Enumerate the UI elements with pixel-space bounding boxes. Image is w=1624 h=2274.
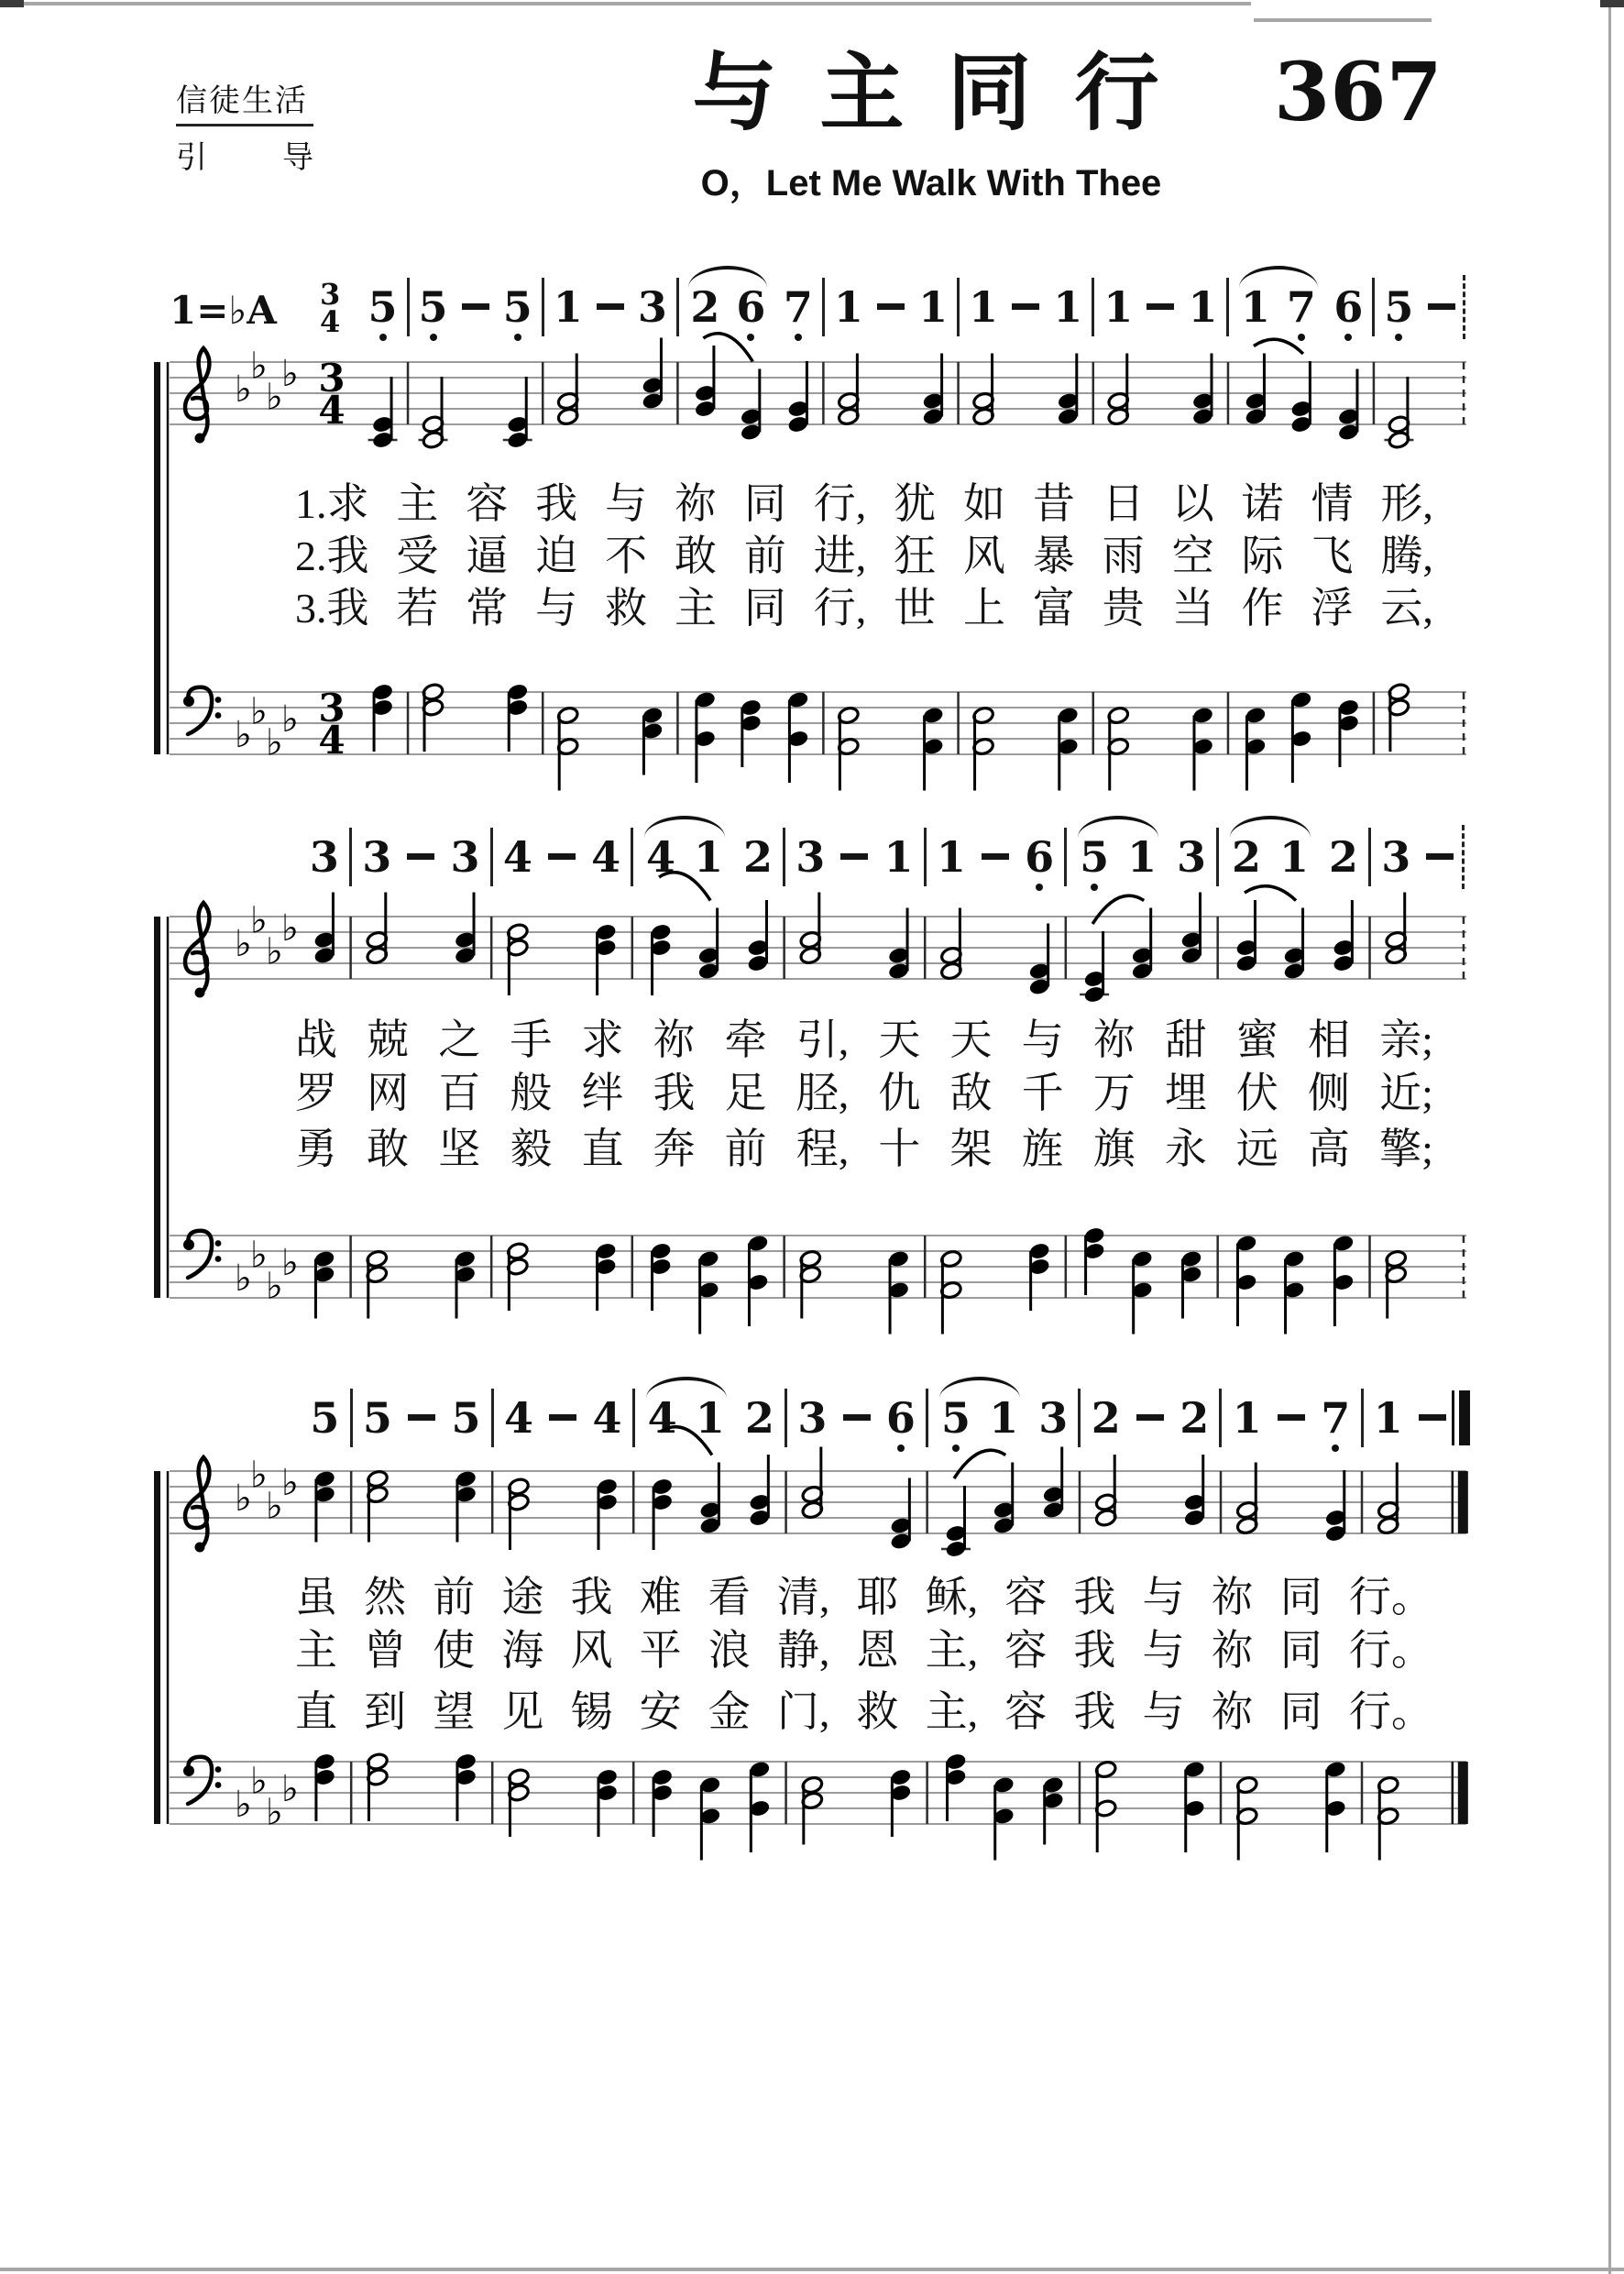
jianpu-note: 1 xyxy=(833,282,863,332)
lyric-syllable: 埋 xyxy=(1164,1070,1207,1116)
lyric-syllable: 近; xyxy=(1379,1070,1433,1116)
lyric-syllable: 敌 xyxy=(949,1070,993,1116)
lyric-syllable: 3.我 xyxy=(295,585,369,632)
jianpu-note: 1 xyxy=(553,282,583,332)
lyric-syllable: 恩 xyxy=(856,1627,899,1674)
lyric-syllable: 狂 xyxy=(894,533,937,579)
bass-clef-dot xyxy=(215,1782,222,1788)
lyric-syllable: 天 xyxy=(949,1016,993,1063)
treble-clef-ball xyxy=(195,1543,205,1553)
lyric-syllable: 稣, xyxy=(925,1574,979,1620)
flat-sign-icon: ♭ xyxy=(266,930,283,973)
lyric-syllable: 若 xyxy=(396,585,439,632)
lyric-syllable: 容 xyxy=(1004,1627,1048,1674)
lyric-syllable: 看 xyxy=(708,1574,751,1620)
lyric-syllable: 擎; xyxy=(1379,1126,1433,1172)
lyric-syllable: 清, xyxy=(776,1574,830,1620)
lyric-syllable: 百 xyxy=(438,1070,481,1116)
lyric-syllable: 祢 xyxy=(1211,1688,1254,1735)
jianpu-note: 4 xyxy=(503,1393,533,1443)
system-brace xyxy=(154,1471,160,1824)
lyric-syllable: 与 xyxy=(1021,1016,1064,1063)
jianpu-note: 1 xyxy=(883,832,914,882)
lyric-syllable: 海 xyxy=(501,1627,544,1674)
lyric-syllable: 十 xyxy=(878,1126,921,1172)
lyric-syllable: 不 xyxy=(605,533,648,579)
lyric-syllable: 云, xyxy=(1380,585,1433,632)
flat-sign-icon: ♭ xyxy=(250,1760,268,1803)
lyric-syllable: 旗 xyxy=(1092,1126,1136,1172)
lyric-syllable: 雨 xyxy=(1102,533,1145,579)
lyric-syllable: 空 xyxy=(1171,533,1214,579)
jianpu-note: 1 xyxy=(918,282,949,332)
jianpu-note: 5 xyxy=(1080,832,1110,882)
lyric-syllable: 耶 xyxy=(856,1574,899,1620)
lyric-syllable: 作 xyxy=(1241,585,1284,632)
jianpu-note: 3 xyxy=(1038,1393,1069,1443)
lyric-syllable: 千 xyxy=(1021,1070,1064,1116)
lyric-syllable: 浮 xyxy=(1311,585,1354,632)
flat-sign-icon: ♭ xyxy=(281,353,299,395)
bass-clef-icon xyxy=(188,1231,212,1278)
flat-sign-icon: ♭ xyxy=(235,368,252,411)
lyric-syllable: 救 xyxy=(605,585,648,632)
lyric-syllable: 难 xyxy=(639,1574,682,1620)
flat-sign-icon: ♭ xyxy=(250,1454,268,1497)
corner-mark-right xyxy=(1600,0,1624,7)
treble-clef-ball xyxy=(195,434,205,444)
time-sig-top: 3 xyxy=(320,277,341,312)
lyric-syllable: 之 xyxy=(438,1016,481,1063)
lyric-syllable: 以 xyxy=(1171,480,1214,527)
bass-clef-dot xyxy=(215,697,222,703)
lyric-syllable: 侧 xyxy=(1308,1070,1351,1116)
lyric-syllable: 行。 xyxy=(1348,1574,1433,1620)
time-sig-bottom: 4 xyxy=(320,304,341,340)
lyric-syllable: 同 xyxy=(1279,1688,1322,1735)
jianpu-note: 7 xyxy=(783,282,813,332)
lyric-syllable: 2.我 xyxy=(295,533,369,579)
flat-sign-icon: ♭ xyxy=(250,899,268,942)
lyric-syllable: 诺 xyxy=(1241,480,1284,527)
final-barline-thick xyxy=(1458,1762,1468,1824)
jianpu-note: 6 xyxy=(736,282,766,332)
lyric-syllable: 求 xyxy=(581,1016,624,1063)
flat-sign-icon: ♭ xyxy=(235,714,252,756)
system-brace xyxy=(154,917,160,1298)
staff-system-3 xyxy=(0,1389,1624,1897)
flat-sign-icon: ♭ xyxy=(235,1784,252,1826)
jianpu-note: 5 xyxy=(362,1393,392,1443)
lyric-syllable: 祢 xyxy=(653,1016,696,1063)
lyric-syllable: 日 xyxy=(1102,480,1145,527)
jianpu-note: 5 xyxy=(940,1393,971,1443)
bass-clef-dot xyxy=(215,1256,222,1262)
lyric-syllable: 世 xyxy=(894,585,937,632)
lyric-syllable: 救 xyxy=(856,1688,899,1735)
lyric-syllable: 曾 xyxy=(364,1627,407,1674)
flat-sign-icon: ♭ xyxy=(266,721,283,764)
jianpu-note: 4 xyxy=(591,832,621,882)
lyric-syllable: 伏 xyxy=(1235,1070,1278,1116)
jianpu-note: 1 xyxy=(1232,1393,1262,1443)
staff-slur-arc xyxy=(1092,895,1144,924)
system-brace xyxy=(154,362,160,754)
lyric-syllable: 望 xyxy=(433,1688,476,1735)
lyric-syllable: 昔 xyxy=(1032,480,1075,527)
lyric-syllable: 贵 xyxy=(1102,585,1145,632)
flat-sign-icon: ♭ xyxy=(235,1478,252,1520)
lyric-syllable: 同 xyxy=(1279,1574,1322,1620)
staff-slur-arc xyxy=(703,334,752,362)
jianpu-note: 2 xyxy=(1091,1393,1121,1443)
lyric-syllable: 主, xyxy=(925,1688,979,1735)
jianpu-note: 3 xyxy=(637,282,667,332)
lyric-syllable: 祢 xyxy=(674,480,717,527)
lyric-syllable: 网 xyxy=(367,1070,410,1116)
jianpu-note: 3 xyxy=(362,832,392,882)
jianpu-note: 1 xyxy=(989,1393,1019,1443)
page-title: 与 主 同 行 xyxy=(692,47,1170,140)
bass-clef-dot xyxy=(215,712,222,719)
flat-sign-icon: ♭ xyxy=(281,698,299,741)
lyric-syllable: 仇 xyxy=(878,1070,921,1116)
lyric-syllable: 虽 xyxy=(295,1574,337,1620)
lyric-syllable: 同 xyxy=(743,480,786,527)
jianpu-note: 1 xyxy=(1279,832,1310,882)
jianpu-note: 4 xyxy=(647,1393,677,1443)
scan-edge-top-notch xyxy=(1254,18,1432,22)
jianpu-note: 1 xyxy=(1373,1393,1403,1443)
lyric-syllable: 般 xyxy=(510,1070,553,1116)
jianpu-note: 1 xyxy=(694,832,724,882)
lyric-syllable: 行。 xyxy=(1348,1627,1433,1674)
lyric-syllable: 远 xyxy=(1235,1126,1278,1172)
lyric-syllable: 容 xyxy=(466,480,509,527)
lyric-syllable: 主, xyxy=(925,1627,979,1674)
jianpu-note: 5 xyxy=(1384,282,1414,332)
lyric-syllable: 天 xyxy=(878,1016,921,1063)
flat-sign-icon: ♭ xyxy=(250,345,268,388)
lyric-syllable: 腾, xyxy=(1380,533,1433,579)
staff-time-sig: 4 xyxy=(318,388,346,433)
lyric-syllable: 战 xyxy=(295,1016,337,1063)
staff-slur-arc xyxy=(1245,886,1296,901)
treble-clef-ball xyxy=(195,988,205,998)
jianpu-note: 1 xyxy=(1103,282,1134,332)
lyric-syllable: 蜜 xyxy=(1235,1016,1278,1063)
bass-clef-dot xyxy=(215,1240,222,1247)
jianpu-note: 1 xyxy=(1053,282,1083,332)
lyric-syllable: 与 xyxy=(1142,1627,1185,1674)
lyric-syllable: 坚 xyxy=(438,1126,481,1172)
flat-sign-icon: ♭ xyxy=(266,376,283,419)
jianpu-note: 1 xyxy=(1188,282,1218,332)
jianpu-note: 5 xyxy=(451,1393,481,1443)
bass-clef-icon xyxy=(188,687,212,734)
lyric-syllable: 形, xyxy=(1380,480,1433,527)
jianpu-note: 5 xyxy=(368,282,398,332)
staff-system-2 xyxy=(0,834,1624,1371)
jianpu-note: 1 xyxy=(1127,832,1158,882)
staff-time-sig: 3 xyxy=(318,356,346,401)
jianpu-note: 2 xyxy=(690,282,720,332)
lyric-syllable: 门, xyxy=(776,1688,830,1735)
lyric-syllable: 我 xyxy=(1073,1627,1116,1674)
lyric-syllable: 受 xyxy=(396,533,439,579)
lyric-syllable: 浪 xyxy=(708,1627,751,1674)
lyric-syllable: 飞 xyxy=(1311,533,1354,579)
jianpu-note: 5 xyxy=(418,282,448,332)
lyric-syllable: 兢 xyxy=(367,1016,410,1063)
jianpu-note: 6 xyxy=(1025,832,1055,882)
flat-sign-icon: ♭ xyxy=(281,1242,299,1284)
final-barline-thick xyxy=(1458,1471,1468,1533)
scan-edge-bottom xyxy=(0,2268,1624,2271)
lyric-syllable: 安 xyxy=(639,1688,682,1735)
jianpu-note: 3 xyxy=(1176,832,1206,882)
lyric-syllable: 际 xyxy=(1241,533,1284,579)
scan-edge-top xyxy=(0,2,1251,5)
category-char-1: 引 xyxy=(176,141,207,175)
category-block xyxy=(176,75,313,177)
lyric-syllable: 万 xyxy=(1092,1070,1136,1116)
category-char-2: 导 xyxy=(282,141,313,175)
lyric-syllable: 敢 xyxy=(674,533,717,579)
lyric-syllable: 途 xyxy=(501,1574,544,1620)
lyric-syllable: 直 xyxy=(581,1126,624,1172)
lyric-syllable: 风 xyxy=(963,533,1006,579)
flat-sign-icon: ♭ xyxy=(250,690,268,733)
jianpu-note: 1 xyxy=(695,1393,725,1443)
staff-time-sig: 3 xyxy=(318,686,346,731)
lyric-syllable: 毅 xyxy=(510,1126,553,1172)
lyric-syllable: 行, xyxy=(813,585,867,632)
lyric-syllable: 暴 xyxy=(1032,533,1075,579)
category-label-2 xyxy=(176,132,313,177)
staff-slur-arc xyxy=(954,1450,1005,1478)
lyric-syllable: 主 xyxy=(674,585,717,632)
lyric-syllable: 架 xyxy=(949,1126,993,1172)
lyric-syllable: 祢 xyxy=(1092,1016,1136,1063)
page-subtitle: O，Let Me Walk With Thee xyxy=(700,163,1162,203)
lyric-syllable: 祢 xyxy=(1211,1574,1254,1620)
lyric-syllable: 使 xyxy=(433,1627,476,1674)
lyric-syllable: 亲; xyxy=(1379,1016,1433,1063)
lyric-syllable: 罗 xyxy=(295,1070,337,1116)
jianpu-note: 2 xyxy=(744,1393,774,1443)
jianpu-note: 4 xyxy=(592,1393,622,1443)
lyric-syllable: 富 xyxy=(1032,585,1075,632)
jianpu-note: 3 xyxy=(309,832,339,882)
lyric-syllable: 进, xyxy=(813,533,867,579)
lyric-syllable: 平 xyxy=(639,1627,682,1674)
lyric-syllable: 锡 xyxy=(570,1688,613,1735)
lyric-syllable: 直 xyxy=(295,1688,337,1735)
jianpu-note: 2 xyxy=(1180,1393,1210,1443)
lyric-syllable: 迫 xyxy=(535,533,578,579)
jianpu-note: 2 xyxy=(1231,832,1261,882)
lyric-syllable: 逼 xyxy=(466,533,509,579)
jianpu-note: 3 xyxy=(1381,832,1411,882)
lyric-syllable: 绊 xyxy=(581,1070,624,1116)
lyric-syllable: 前 xyxy=(743,533,786,579)
lyric-syllable: 足 xyxy=(724,1070,767,1116)
jianpu-note: 3 xyxy=(797,1393,828,1443)
lyric-syllable: 常 xyxy=(466,585,509,632)
lyric-syllable: 前 xyxy=(433,1574,476,1620)
jianpu-note: 7 xyxy=(1321,1393,1351,1443)
lyric-syllable: 与 xyxy=(1142,1688,1185,1735)
flat-sign-icon: ♭ xyxy=(266,1791,283,1834)
category-label: 信徒生活 xyxy=(176,75,313,126)
lyric-syllable: 主 xyxy=(396,480,439,527)
lyric-syllable: 见 xyxy=(501,1688,544,1735)
lyric-syllable: 容 xyxy=(1004,1688,1048,1735)
lyric-syllable: 金 xyxy=(708,1688,751,1735)
jianpu-note: 1 xyxy=(969,282,999,332)
jianpu-note: 5 xyxy=(502,282,532,332)
staff-slur-arc xyxy=(659,873,710,901)
jianpu-note: 1 xyxy=(1240,282,1270,332)
jianpu-note: 7 xyxy=(1286,282,1316,332)
lyric-syllable: 当 xyxy=(1171,585,1214,632)
jianpu-note: 6 xyxy=(885,1393,916,1443)
lyric-syllable: 我 xyxy=(570,1574,613,1620)
jianpu-note: 2 xyxy=(742,832,773,882)
flat-sign-icon: ♭ xyxy=(281,907,299,950)
lyric-syllable: 同 xyxy=(1279,1627,1322,1674)
bass-clef-icon xyxy=(188,1757,212,1804)
lyric-syllable: 奔 xyxy=(653,1126,696,1172)
staff-system-1 xyxy=(0,277,1624,828)
lyric-syllable: 与 xyxy=(605,480,648,527)
lyric-syllable: 上 xyxy=(963,585,1006,632)
staff-slur-arc xyxy=(1254,339,1303,354)
lyric-syllable: 风 xyxy=(570,1627,613,1674)
flat-sign-icon: ♭ xyxy=(281,1462,299,1504)
lyric-syllable: 然 xyxy=(364,1574,407,1620)
lyric-syllable: 旌 xyxy=(1021,1126,1064,1172)
flat-sign-icon: ♭ xyxy=(266,1265,283,1308)
lyric-syllable: 与 xyxy=(535,585,578,632)
jianpu-note: 5 xyxy=(310,1393,340,1443)
jianpu-note: 3 xyxy=(450,832,480,882)
flat-sign-icon: ♭ xyxy=(281,1768,299,1810)
lyric-syllable: 永 xyxy=(1164,1126,1207,1172)
jianpu-note: 1 xyxy=(936,832,966,882)
lyric-syllable: 手 xyxy=(510,1016,553,1063)
lyric-syllable: 高 xyxy=(1308,1126,1351,1172)
lyric-syllable: 同 xyxy=(743,585,786,632)
hymn-number: 367 xyxy=(1274,44,1443,139)
jianpu-note: 3 xyxy=(796,832,826,882)
lyric-syllable: 犹 xyxy=(894,480,937,527)
lyric-syllable: 胫, xyxy=(796,1070,850,1116)
jianpu-note: 4 xyxy=(502,832,532,882)
staff-time-sig: 4 xyxy=(318,718,346,763)
flat-sign-icon: ♭ xyxy=(235,923,252,965)
jianpu-note: 2 xyxy=(1328,832,1358,882)
lyric-syllable: 主 xyxy=(295,1627,337,1674)
staff-slur-arc xyxy=(661,1427,712,1456)
flat-sign-icon: ♭ xyxy=(266,1485,283,1528)
lyric-syllable: 容 xyxy=(1004,1574,1048,1620)
lyric-syllable: 甜 xyxy=(1164,1016,1207,1063)
lyric-syllable: 静, xyxy=(776,1627,830,1674)
lyric-syllable: 我 xyxy=(535,480,578,527)
lyric-syllable: 勇 xyxy=(295,1126,337,1172)
lyric-syllable: 前 xyxy=(724,1126,767,1172)
lyric-syllable: 引, xyxy=(796,1016,850,1063)
lyric-syllable: 行, xyxy=(813,480,867,527)
lyric-syllable: 祢 xyxy=(1211,1627,1254,1674)
lyric-syllable: 情 xyxy=(1311,480,1354,527)
lyric-syllable: 我 xyxy=(1073,1574,1116,1620)
corner-mark-left xyxy=(0,0,24,7)
lyric-syllable: 我 xyxy=(653,1070,696,1116)
lyric-syllable: 如 xyxy=(963,480,1006,527)
lyric-syllable: 我 xyxy=(1073,1688,1116,1735)
lyric-syllable: 1.求 xyxy=(295,480,369,527)
flat-sign-icon: ♭ xyxy=(250,1234,268,1277)
key-signature-label: 1=♭A xyxy=(170,288,277,333)
lyric-syllable: 行。 xyxy=(1348,1688,1433,1735)
jianpu-note: 4 xyxy=(646,832,676,882)
lyric-syllable: 程, xyxy=(796,1126,850,1172)
lyric-syllable: 牵 xyxy=(724,1016,767,1063)
lyric-syllable: 与 xyxy=(1142,1574,1185,1620)
lyric-syllable: 敢 xyxy=(367,1126,410,1172)
bass-clef-dot xyxy=(215,1766,222,1773)
lyric-syllable: 到 xyxy=(364,1688,407,1735)
jianpu-note: 6 xyxy=(1333,282,1364,332)
lyric-syllable: 相 xyxy=(1308,1016,1351,1063)
flat-sign-icon: ♭ xyxy=(235,1258,252,1300)
